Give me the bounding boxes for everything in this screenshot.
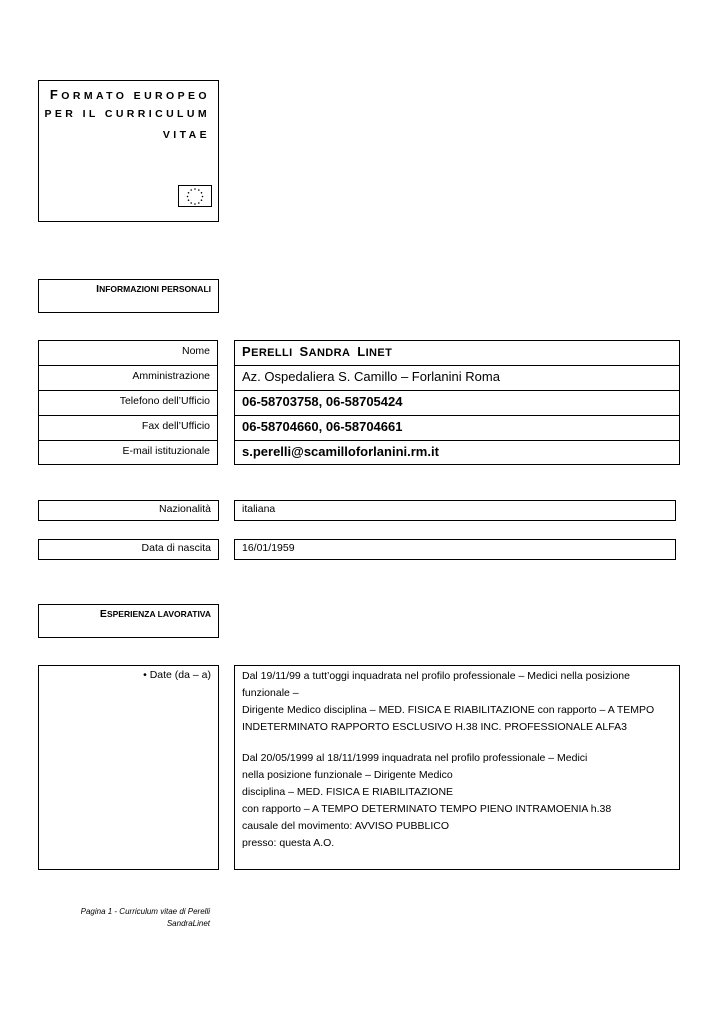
name-rest-2: ANDRA: [308, 347, 351, 359]
experience-line: Dirigente Medico disciplina – MED. FISICA E RIABILITAZIONE con rapporto – A TEMPO: [242, 704, 655, 716]
section-title-initial: I: [96, 283, 100, 295]
section-title-rest: SPERIENZA LAVORATIVA: [106, 609, 211, 619]
section-title-initial: E: [99, 608, 107, 620]
experience-line: Dal 19/11/99 a tutt’oggi inquadrata nel profilo professionale – Medici nella posizione funzionale –: [242, 670, 630, 699]
header-title-initial: F: [49, 87, 62, 102]
value-amministrazione: Az. Ospedaliera S. Camillo – Forlanini Roma: [234, 365, 680, 390]
value-data-nascita: 16/01/1959: [234, 539, 676, 560]
cv-header-box: [38, 80, 219, 222]
experience-details: [234, 665, 680, 870]
label-email: E-mail istituzionale: [38, 440, 218, 465]
value-nazionalita: italiana: [234, 500, 676, 521]
experience-line: Dal 20/05/1999 al 18/11/1999 inquadrata nel profilo professionale – Medici: [242, 752, 588, 764]
header-title-line-2: PER IL CURRICULUM: [44, 108, 210, 120]
label-telefono: Telefono dell’Ufficio: [38, 390, 218, 415]
name-initial-1: P: [242, 344, 252, 359]
value-nome: [234, 340, 680, 365]
value-telefono: 06-58703758, 06-58705424: [234, 390, 680, 415]
name-rest-3: INET: [365, 347, 393, 359]
experience-line: causale del movimento: AVVISO PUBBLICO: [242, 820, 449, 832]
name-initial-3: L: [357, 344, 366, 359]
header-title-rest: ORMATO EUROPEO: [61, 90, 210, 102]
experience-line: con rapporto – A TEMPO DETERMINATO TEMPO PIENO INTRAMOENIA h.38: [242, 803, 612, 815]
experience-line: nella posizione funzionale – Dirigente Medico: [242, 769, 453, 781]
label-date: • Date (da – a): [38, 665, 219, 870]
name-rest-1: ERELLI: [251, 347, 293, 359]
experience-line: INDETERMINATO RAPPORTO ESCLUSIVO H.38 INC. PROFESSIONALE ALFA3: [242, 721, 627, 733]
paragraph-spacer: [242, 736, 673, 750]
label-amministrazione: Amministrazione: [38, 365, 218, 390]
section-work-experience-title: [100, 608, 211, 620]
page-footer: [40, 906, 210, 930]
label-nazionalita: Nazionalità: [38, 500, 219, 521]
section-personal-info: [38, 279, 219, 313]
header-title-line-3: VITAE: [162, 129, 210, 141]
footer-line-2: SandraLinet: [166, 919, 210, 928]
value-email[interactable]: s.perelli@scamilloforlanini.rm.it: [234, 440, 680, 465]
section-title-rest: NFORMAZIONI PERSONALI: [99, 284, 211, 294]
value-fax: 06-58704660, 06-58704661: [234, 415, 680, 440]
label-fax: Fax dell’Ufficio: [38, 415, 218, 440]
label-nome: Nome: [38, 340, 218, 365]
name-initial-2: S: [299, 344, 309, 359]
eu-stars-icon: [179, 186, 211, 206]
section-work-experience: [38, 604, 219, 638]
section-personal-info-title: [96, 283, 211, 295]
footer-line-1: Pagina 1 - Curriculum vitae di Perelli: [80, 907, 210, 916]
eu-flag-icon: [178, 185, 212, 207]
experience-line: presso: questa A.O.: [242, 837, 335, 849]
person-name: [242, 344, 393, 359]
experience-line: disciplina – MED. FISICA E RIABILITAZIONE: [242, 786, 454, 798]
label-data-nascita: Data di nascita: [38, 539, 219, 560]
header-title-line-1: [50, 87, 210, 102]
